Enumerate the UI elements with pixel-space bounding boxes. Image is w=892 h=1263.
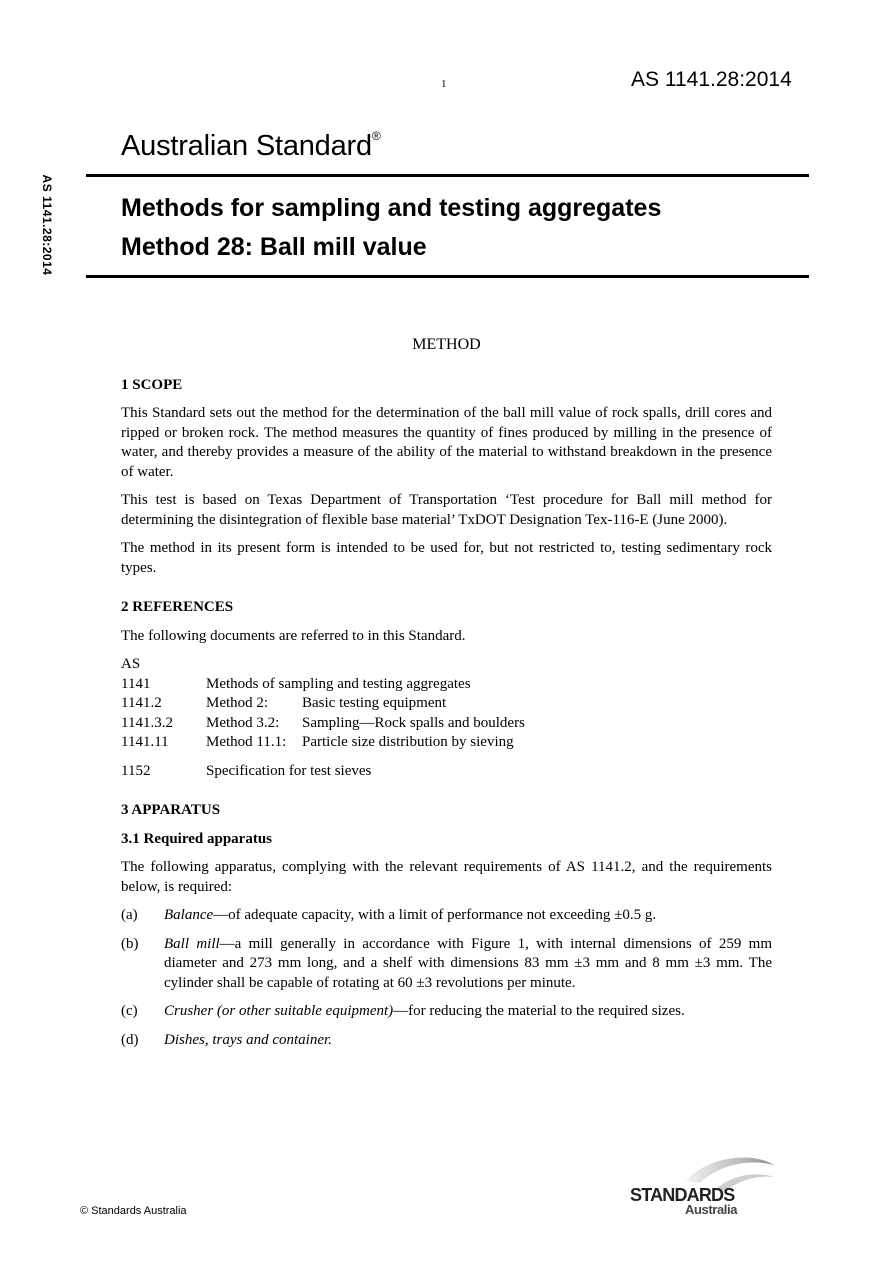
document-id: AS 1141.28:2014 [631,68,792,91]
scope-paragraph: This test is based on Texas Department of Transportation ‘Test procedure for Ball mill method for determining the disintegration of flexible base material’ TxDOT Designation Tex-116-E (June 2000). [121,492,772,528]
reference-number: 1141 [121,675,151,692]
reference-row [121,753,525,782]
reference-row [121,714,525,734]
item-label: (c) [121,1003,138,1019]
reference-method: Method 2: [206,695,269,711]
required-apparatus-heading: 3.1 Required apparatus [121,830,272,847]
reference-group-row [121,655,525,675]
title-rule-top [86,174,809,177]
item-text: —of adequate capacity, with a limit of performance not exceeding ±0.5 g. [213,907,657,923]
side-document-id-text: AS 1141.28:2014 [40,174,54,276]
reference-title: Basic testing equipment [302,695,447,711]
apparatus-heading: 3 APPARATUS [121,802,221,818]
item-text: —for reducing the material to the required sizes. [393,1003,685,1019]
document-title: Methods for sampling and testing aggregates [121,194,662,222]
item-term: Ball mill [164,935,220,952]
reference-row [121,675,525,695]
reference-title: Specification for test sieves [206,762,372,779]
item-term: Dishes, trays and container. [164,1031,332,1048]
reference-group: AS [121,656,141,672]
document-subtitle: Method 28: Ball mill value [121,233,427,261]
apparatus-item [121,906,772,926]
scope-heading: 1 SCOPE [121,376,183,393]
brand-name: Australian Standard [121,130,372,162]
references-heading: 2 REFERENCES [121,599,234,615]
logo-subtitle: Australia [685,1202,738,1217]
scope-paragraph: This Standard sets out the method for the determination of the ball mill value of rock spalls, drill cores and ripped or broken rock. The method measures the quantity of fines produced by milling in the presence of water, and thereby provides a measure of the ability of the material to withstand breakdown in the presence of water. [121,405,772,480]
apparatus-item [121,1031,772,1051]
scope-paragraph: The method in its present form is intended to be used for, but not restricted to, testing sedimentary rock types. [121,540,772,576]
item-term: Balance [164,907,214,923]
references-intro: The following documents are referred to in this Standard. [121,627,466,644]
references-table [121,655,525,781]
reference-number: 1152 [121,762,151,779]
reference-number: 1141.11 [121,734,169,750]
item-label: (a) [121,907,138,923]
reference-number: 1141.2 [121,695,162,711]
reference-title: Methods of sampling and testing aggregates [206,675,471,692]
standards-australia-logo [628,1153,778,1219]
registered-mark: ® [371,129,381,144]
brand-title [121,130,381,163]
apparatus-item [121,935,772,994]
reference-row [121,733,525,753]
item-text: —a mill generally in accordance with Figure 1, with internal dimensions of 259 mm diameter and 273 mm long, and a shelf with dimensions 83 mm ±3 mm and 8 mm ±3 mm. The cylinder shall be capable of rotating at 60 ±3 revolutions per minute. [164,935,772,991]
copyright-notice: © Standards Australia [80,1205,187,1217]
reference-title: Sampling—Rock spalls and boulders [302,714,525,731]
apparatus-item [121,1002,772,1022]
apparatus-intro: The following apparatus, complying with the relevant requirements of AS 1141.2, and the requirements below, is required: [121,859,772,895]
item-label: (b) [121,935,139,952]
item-term: Crusher (or other suitable equipment) [164,1003,394,1019]
reference-number: 1141.3.2 [121,714,173,731]
method-heading: METHOD [412,336,481,353]
reference-title: Particle size distribution by sieving [302,734,514,750]
logo-wordmark: STANDARDS [630,1185,735,1205]
reference-method: Method 11.1: [206,734,287,750]
document-body [121,335,772,1059]
item-label: (d) [121,1031,139,1048]
reference-row [121,694,525,714]
title-rule-bottom [86,275,809,278]
reference-method: Method 3.2: [206,714,280,731]
page-number: 1 [441,78,447,90]
